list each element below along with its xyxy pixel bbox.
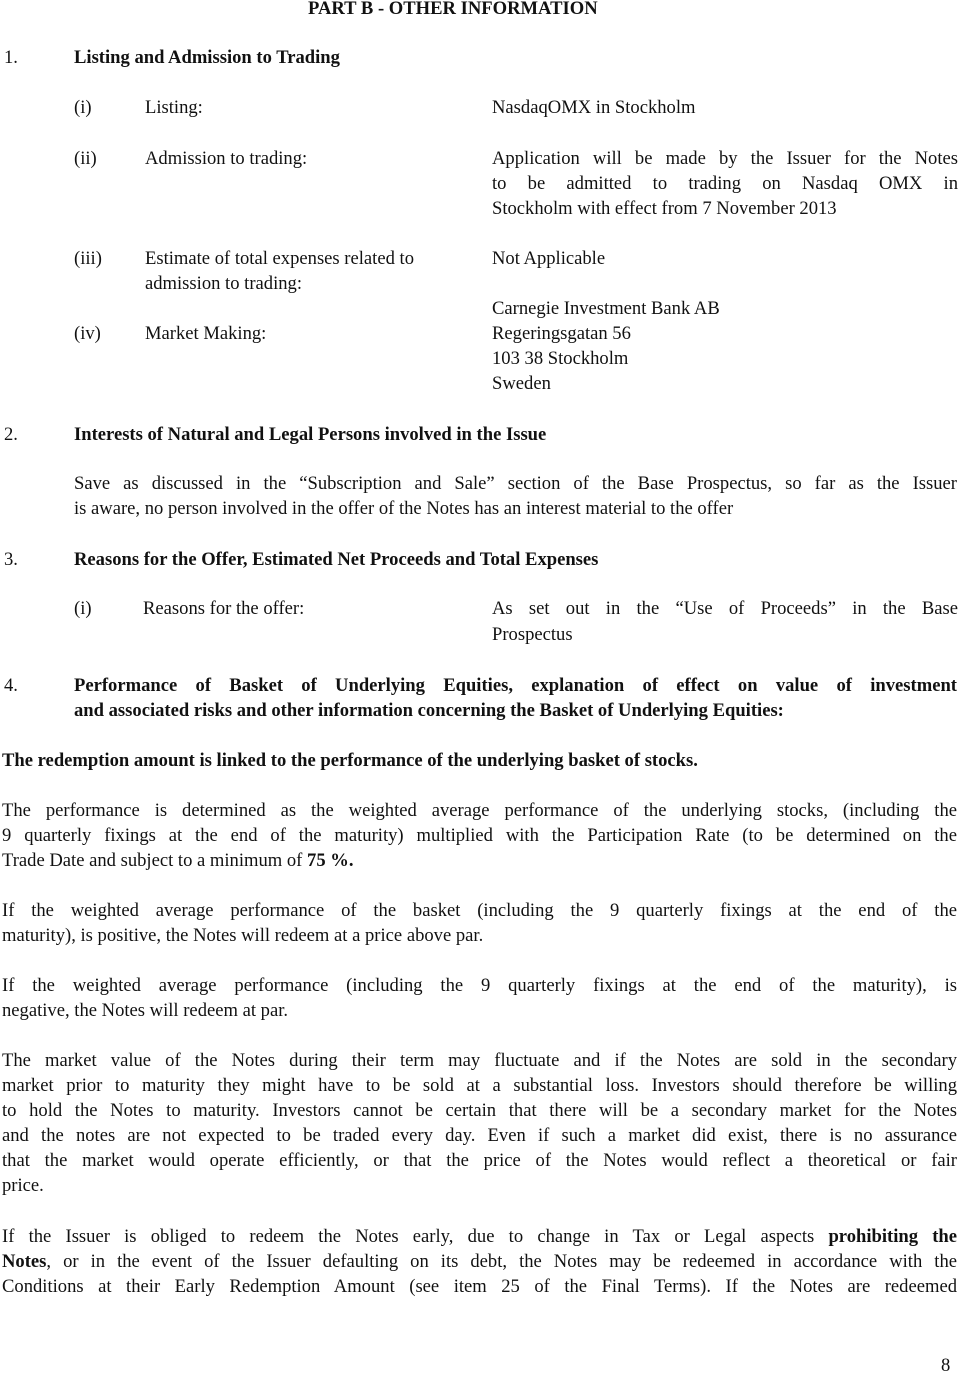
admission-label: Admission to trading:	[145, 148, 308, 169]
interests-text-line: Save as discussed in the “Subscription and Sale” section of the Base Prospectus, so far as the Issuer	[74, 473, 957, 494]
market-value-paragraph-line: price.	[2, 1175, 44, 1196]
section-2-heading: Interests of Natural and Legal Persons involved in the Issue	[74, 424, 547, 445]
early-redemption-paragraph-line	[2, 1224, 957, 1249]
market-value-paragraph-line: to hold the Notes to maturity. Investors cannot be certain that there will be a secondary market for the Notes	[2, 1100, 957, 1121]
performance-paragraph-line	[2, 848, 354, 873]
market-value-paragraph-line: market prior to maturity they might have to be sold at a substantial loss. Investors should therefore be willing	[2, 1075, 957, 1096]
admission-value-line: Stockholm with effect from 7 November 2013	[492, 198, 837, 219]
section-4-heading-line: Performance of Basket of Underlying Equities, explanation of effect on value of investment	[74, 675, 957, 696]
listing-label: Listing:	[145, 97, 203, 118]
item-i-number: (i)	[74, 598, 92, 619]
market-maker-name: Carnegie Investment Bank AB	[492, 298, 720, 319]
admission-value-line: Application will be made by the Issuer for the Notes	[492, 148, 958, 169]
section-3-number: 3.	[4, 549, 18, 570]
reasons-label: Reasons for the offer:	[143, 598, 305, 619]
market-maker-country: Sweden	[492, 373, 551, 394]
performance-text: Trade Date and subject to a minimum of	[2, 850, 308, 871]
reasons-value-line: As set out in the “Use of Proceeds” in the Base	[492, 598, 958, 619]
section-1-number: 1.	[4, 47, 18, 68]
page-number: 8	[941, 1355, 951, 1376]
expenses-label-line: admission to trading:	[145, 273, 303, 294]
part-title: PART B - OTHER INFORMATION	[308, 0, 598, 19]
item-i-number: (i)	[74, 97, 92, 118]
section-1-heading: Listing and Admission to Trading	[74, 47, 340, 68]
listing-value: NasdaqOMX in Stockholm	[492, 97, 696, 118]
market-value-paragraph-line: and the notes are not expected to be traded every day. Even if such a market did exist, there is no assurance	[2, 1125, 957, 1146]
expenses-label-line: Estimate of total expenses related to	[145, 248, 415, 269]
reasons-value-line: Prospectus	[492, 624, 573, 645]
prohibiting-the-text: prohibiting the	[828, 1226, 958, 1247]
performance-paragraph-line: 9 quarterly fixings at the end of the maturity) multiplied with the Participation Rate (to be determined on the	[2, 825, 957, 846]
negative-paragraph-line: negative, the Notes will redeem at par.	[2, 1000, 289, 1021]
interests-text-line: is aware, no person involved in the offer of the Notes has an interest material to the offer	[74, 498, 734, 519]
expenses-value: Not Applicable	[492, 248, 606, 269]
positive-paragraph-line: If the weighted average performance of the basket (including the 9 quarterly fixings at the end of the	[2, 900, 957, 921]
market-value-paragraph-line: that the market would operate efficiently, or that the price of the Notes would reflect a theoretical or fair	[2, 1150, 957, 1171]
market-maker-street: Regeringsgatan 56	[492, 323, 631, 344]
market-value-paragraph-line: The market value of the Notes during their term may fluctuate and if the Notes are sold in the secondary	[2, 1050, 957, 1071]
section-4-heading-line: and associated risks and other information concerning the Basket of Underlying Equities:	[74, 700, 784, 721]
negative-paragraph-line: If the weighted average performance (including the 9 quarterly fixings at the end of the maturity), is	[2, 975, 957, 996]
item-iii-number: (iii)	[74, 248, 102, 269]
section-3-heading: Reasons for the Offer, Estimated Net Proceeds and Total Expenses	[74, 549, 599, 570]
positive-paragraph-line: maturity), is positive, the Notes will redeem at a price above par.	[2, 925, 484, 946]
notes-text: Notes	[2, 1251, 47, 1272]
performance-paragraph-line: The performance is determined as the weighted average performance of the underlying stocks, (including the	[2, 800, 957, 821]
section-2-number: 2.	[4, 424, 18, 445]
early-redemption-paragraph-line: Conditions at their Early Redemption Amount (see item 25 of the Final Terms). If the Notes are redeemed	[2, 1276, 957, 1297]
redemption-statement: The redemption amount is linked to the performance of the underlying basket of stocks.	[2, 750, 698, 771]
market-making-label: Market Making:	[145, 323, 267, 344]
item-ii-number: (ii)	[74, 148, 97, 169]
early-redemption-text: If the Issuer is obliged to redeem the Notes early, due to change in Tax or Legal aspects	[2, 1226, 829, 1247]
early-redemption-paragraph-line	[2, 1249, 957, 1274]
minimum-participation-rate: 75 %.	[307, 850, 354, 871]
early-redemption-text: , or in the event of the Issuer defaulting on its debt, the Notes may be redeemed in accordance with the	[46, 1251, 957, 1272]
admission-value-line: to be admitted to trading on Nasdaq OMX in	[492, 173, 958, 194]
section-4-number: 4.	[4, 675, 18, 696]
item-iv-number: (iv)	[74, 323, 101, 344]
market-maker-city: 103 38 Stockholm	[492, 348, 629, 369]
